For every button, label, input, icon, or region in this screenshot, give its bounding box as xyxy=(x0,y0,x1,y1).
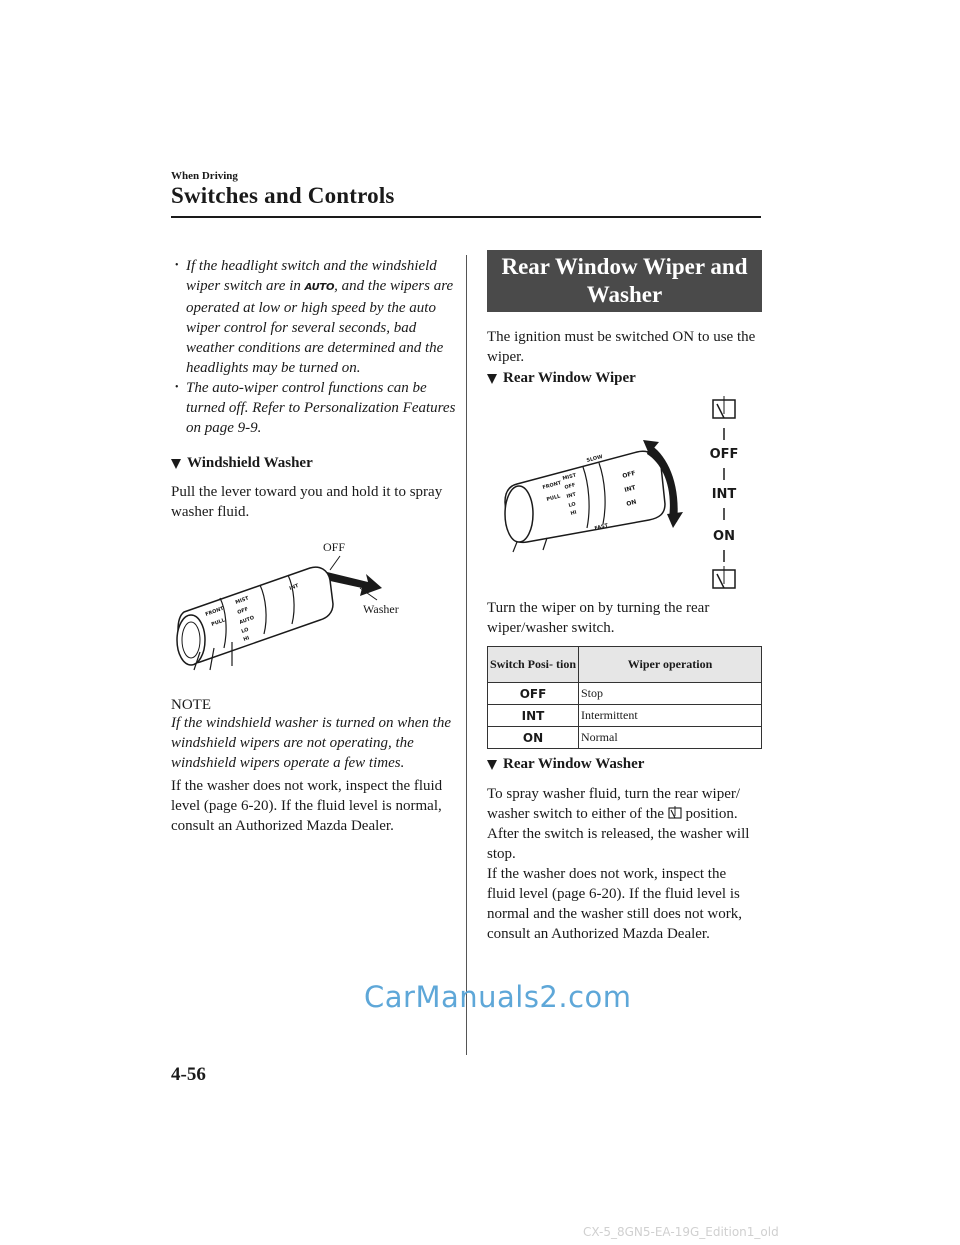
rear-lever-label-hi: HI xyxy=(569,509,578,517)
rear-ring-label-on: ON xyxy=(625,498,638,508)
triangle-bullet-icon xyxy=(171,459,181,469)
diagram-label-int: INT xyxy=(711,487,737,502)
washer-bottom-icon xyxy=(713,566,735,588)
rear-lever-label-off: OFF xyxy=(563,482,577,491)
rear-lever-label-int: INT xyxy=(565,491,577,500)
bullet1-text-pre: If the headlight switch and the windshield wiper switch are in xyxy=(186,258,437,294)
table-cell-position: INT xyxy=(488,705,579,727)
table-header-row xyxy=(488,647,762,683)
rear-lever-label-pull: PULL xyxy=(545,493,562,503)
rear-washer-inspect-text: If the washer does not work, inspect the fluid level (page 6-20). If the fluid level is normal and the washer still does not work, consult an Authorized Mazda Dealer. xyxy=(487,866,742,942)
rear-wiper-lever-figure xyxy=(487,392,762,592)
windshield-washer-lever-figure xyxy=(170,530,465,675)
rear-washer-text xyxy=(487,784,762,864)
auto-badge: AUTO xyxy=(304,282,335,293)
lever-label-off: OFF xyxy=(236,606,250,616)
page-title: Switches and Controls xyxy=(171,183,395,208)
diagram-label-off: OFF xyxy=(709,447,739,462)
rear-wiper-heading-text: Rear Window Wiper xyxy=(503,370,636,386)
lever-label-auto: AUTO xyxy=(238,614,256,626)
rear-washer-heading xyxy=(487,756,644,773)
figure-off-label: OFF xyxy=(323,540,346,554)
triangle-bullet-icon xyxy=(487,374,497,384)
note-text: If the windshield washer is turned on when the windshield wipers are not operating, the windshield wipers operate a few times. xyxy=(171,715,451,771)
lever-label-front: FRONT xyxy=(204,605,225,618)
wiper-operation-table xyxy=(487,646,762,749)
rear-washer-text-pre: To spray washer fluid, turn the rear wiper/ washer switch to either of the xyxy=(487,786,741,822)
column-divider xyxy=(466,255,467,1055)
rear-washer-text-post: position. After the switch is released, the washer will stop. xyxy=(487,806,750,862)
table-cell-position: ON xyxy=(488,727,579,749)
lever-label-mist: MIST xyxy=(234,595,250,606)
table-header-position: Switch Posi- tion xyxy=(488,647,579,683)
lever-label-hi: HI xyxy=(242,635,251,643)
table-cell-operation: Intermittent xyxy=(579,705,762,727)
note-title: NOTE xyxy=(171,697,211,713)
washer-top-icon xyxy=(713,396,735,418)
rear-washer-heading-text: Rear Window Washer xyxy=(503,756,645,772)
left-bullets xyxy=(171,256,461,438)
windshield-washer-heading-text: Windshield Washer xyxy=(187,455,313,471)
table-cell-operation: Stop xyxy=(579,683,762,705)
rear-wiper-heading xyxy=(487,370,636,387)
table-row xyxy=(488,727,762,749)
lever-label-pull: PULL xyxy=(210,617,226,628)
bullet1-text-post: , and the wipers are operated at low or high speed by the auto wiper control for several seconds, bad weather conditions are determined and the headlights may be turned on. xyxy=(186,278,454,376)
edition-note: CX-5_8GN5-EA-19G_Edition1_old xyxy=(583,1225,779,1239)
washer-inline-icon xyxy=(668,805,682,819)
windshield-washer-text: Pull the lever toward you and hold it to spray washer fluid. xyxy=(171,484,443,520)
table-cell-operation: Normal xyxy=(579,727,762,749)
rear-ring-label-int: INT xyxy=(623,484,637,494)
table-header-operation: Wiper operation xyxy=(579,647,762,683)
rear-lever-label-mist: MIST xyxy=(561,472,577,482)
rear-wiper-banner: Rear Window Wiper and Washer xyxy=(487,250,762,312)
table-row xyxy=(488,705,762,727)
lever-label-lo: LO xyxy=(240,626,250,635)
bullet2-text: The auto-wiper control functions can be turned off. Refer to Personalization Features on page 9-9. xyxy=(186,380,456,436)
rear-lever-label-front: FRONT xyxy=(541,480,562,491)
table-cell-position: OFF xyxy=(488,683,579,705)
section-label: When Driving xyxy=(171,170,238,182)
diagram-label-on: ON xyxy=(713,529,735,544)
table-row xyxy=(488,683,762,705)
lever-label-int: INT xyxy=(288,583,300,592)
title-rule xyxy=(171,216,761,218)
rear-lever-label-lo: LO xyxy=(567,501,577,509)
rear-lever-label-fast: FAST xyxy=(593,522,609,532)
rear-ring-label-off: OFF xyxy=(621,469,637,480)
watermark-logo: CarManuals2.com xyxy=(364,980,632,1014)
figure-washer-label: Washer xyxy=(363,602,399,616)
windshield-washer-heading xyxy=(171,455,313,472)
ignition-intro-text: The ignition must be switched ON to use the wiper. xyxy=(487,329,756,365)
triangle-bullet-icon xyxy=(487,760,497,770)
bullet-auto-wiper-off xyxy=(171,378,461,438)
inspect-fluid-text: If the washer does not work, inspect the fluid level (page 6-20). If the fluid level is normal, consult an Authorized Mazda Dealer. xyxy=(171,778,443,834)
bullet-auto-headlights xyxy=(171,256,461,378)
turn-wiper-text: Turn the wiper on by turning the rear wiper/washer switch. xyxy=(487,600,710,636)
page-number: 4-56 xyxy=(171,1064,206,1085)
rear-lever-label-slow: SLOW xyxy=(585,453,604,464)
